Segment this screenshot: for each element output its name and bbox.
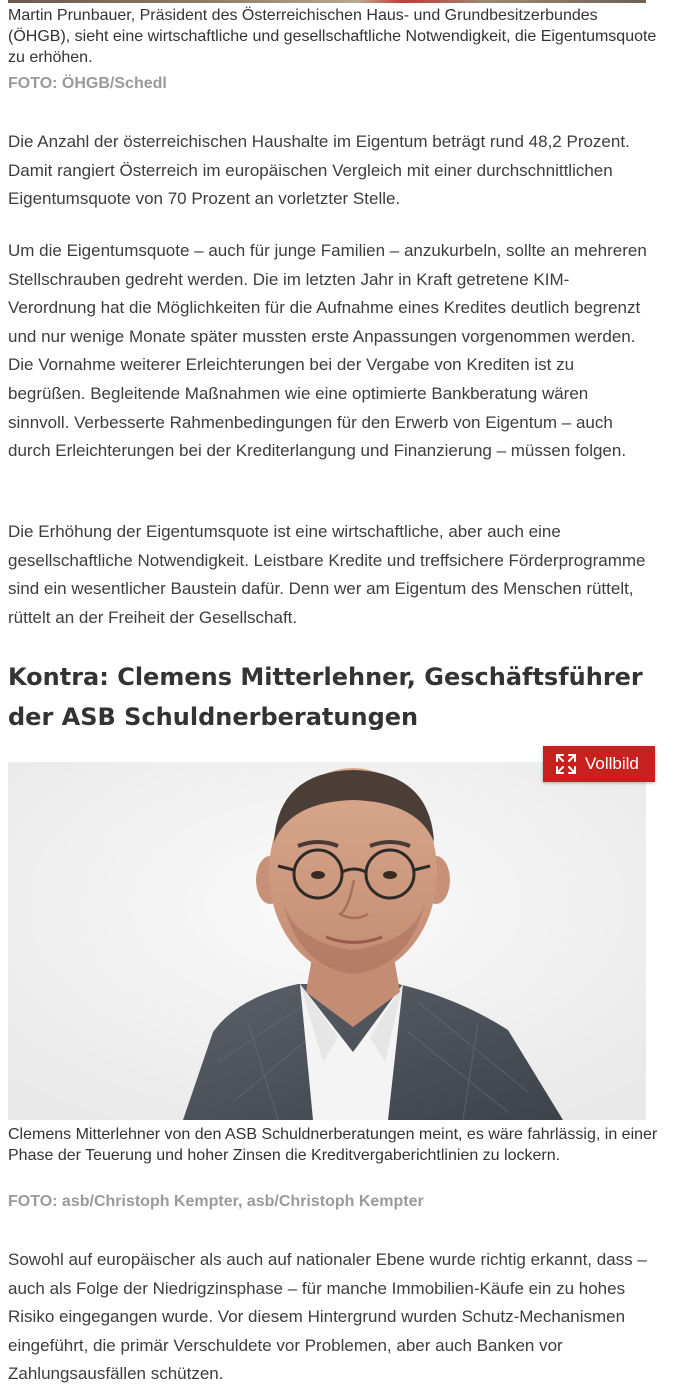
portrait-photo-mitterlehner[interactable] — [8, 762, 646, 1120]
photo-caption-mitterlehner: Clemens Mitterlehner von den ASB Schuldnerberatungen meint, es wäre fahrlässig, in einer Phase der Teuerung und hoher Zinsen die Kreditvergaberichtlinien zu lockern. — [8, 1126, 658, 1164]
article-paragraph-2: Um die Eigentumsquote – auch für junge Familien – anzukurbeln, sollte an mehreren Stellschrauben gedreht werden. Die im letzten Jahr in Kraft getretene KIM-Verordnung hat die Möglichkeiten für die Aufnahme eines Kredites deutlich begrenzt und nur wenige Monate später mussten erste Anpassungen vorgenommen werden. Die Vornahme weiterer Erleichterungen bei der Vergabe von Krediten ist zu begrüßen. Begleitende Maßnahmen wie eine optimierte Bankberatung wären sinnvoll. Verbesserte Rahmenbedingungen für den Erwerb von Eigentum – auch durch Erleichterungen bei der Krediterlangung und Finanzierung – müssen folgen. — [8, 241, 647, 461]
section-heading-kontra: Kontra: Clemens Mitterlehner, Geschäftsführer der ASB Schuldnerberatungen — [8, 663, 643, 731]
fullscreen-button-label: Vollbild — [585, 754, 639, 773]
portrait-illustration — [8, 762, 646, 1120]
photo-credit-prunbauer: FOTO: ÖHGB/Schedl — [8, 75, 167, 92]
article-paragraph-4: Sowohl auf europäischer als auch auf nationaler Ebene wurde richtig erkannt, dass – auch als Folge der Niedrigzinsphase – für manche Immobilien-Käufe ein zu hohes Risiko eingegangen wurde. Vor diesem Hintergrund wurden Schutz-Mechanismen eingeführt, die primär Verschuldete vor Problemen, aber auch Banken vor Zahlungsausfällen schützen. — [8, 1250, 647, 1384]
fullscreen-button[interactable] — [543, 746, 655, 782]
expand-arrows-icon — [554, 752, 578, 776]
previous-photo-edge — [8, 0, 646, 3]
article-paragraph-3: Die Erhöhung der Eigentumsquote ist eine wirtschaftliche, aber auch eine gesellschaftliche Notwendigkeit. Leistbare Kredite und treffsichere Förderprogramme sind ein wesentlicher Baustein dafür. Denn wer am Eigentum des Menschen rüttelt, rüttelt an der Freiheit der Gesellschaft. — [8, 522, 646, 627]
photo-caption-prunbauer: Martin Prunbauer, Präsident des Österreichischen Haus- und Grundbesitzerbundes (ÖHGB), sieht eine wirtschaftliche und gesellschaftliche Notwendigkeit, die Eigentumsquote zu erhöhen. — [8, 7, 657, 66]
article-paragraph-1: Die Anzahl der österreichischen Haushalte im Eigentum beträgt rund 48,2 Prozent. Damit rangiert Österreich im europäischen Vergleich mit einer durchschnittlichen Eigentumsquote von 70 Prozent an vorletzter Stelle. — [8, 132, 630, 209]
photo-credit-mitterlehner: FOTO: asb/Christoph Kempter, asb/Christoph Kempter — [8, 1193, 424, 1210]
